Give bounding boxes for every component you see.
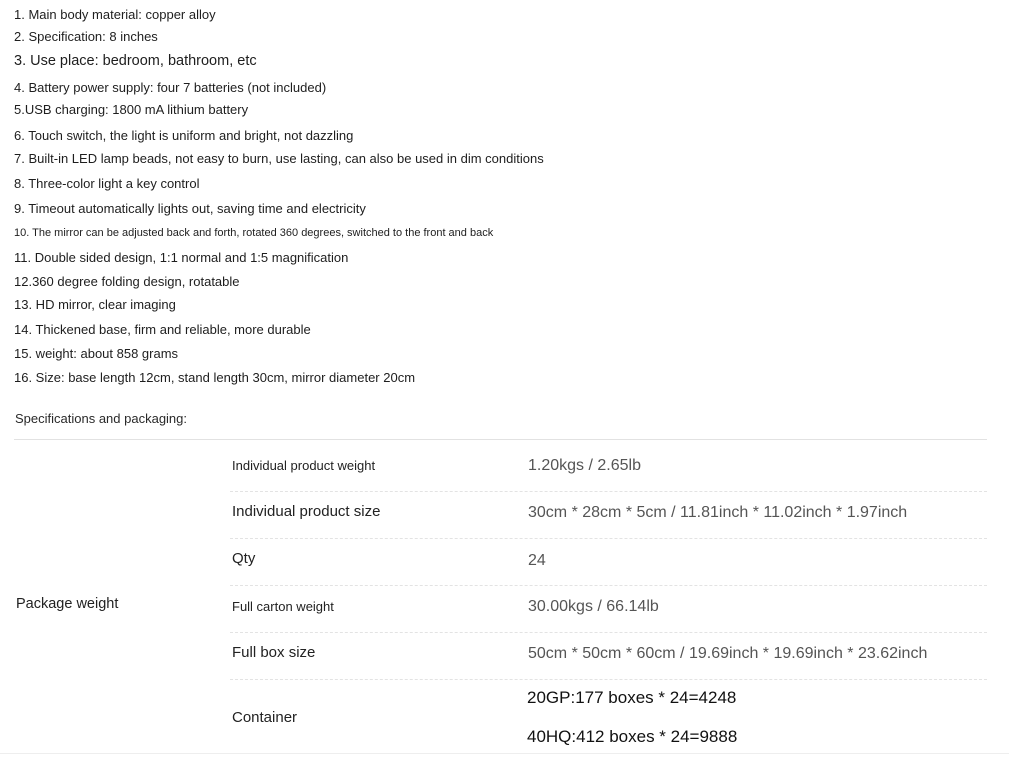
feature-item: 3. Use place: bedroom, bathroom, etc xyxy=(14,53,257,69)
section-divider xyxy=(14,439,987,440)
spec-row xyxy=(230,444,987,492)
feature-item: 13. HD mirror, clear imaging xyxy=(14,297,176,312)
feature-item: 1. Main body material: copper alloy xyxy=(14,7,216,22)
feature-item: 9. Timeout automatically lights out, saving time and electricity xyxy=(14,201,366,216)
feature-item: 16. Size: base length 12cm, stand length 30cm, mirror diameter 20cm xyxy=(14,370,416,385)
spec-row xyxy=(230,632,987,680)
feature-item: 7. Built-in LED lamp beads, not easy to burn, use lasting, can also be used in dim conditions xyxy=(14,151,544,166)
feature-item: 15. weight: about 858 grams xyxy=(14,346,179,361)
spec-key: Container xyxy=(232,709,298,726)
spec-value: 1.20kgs / 2.65lb xyxy=(528,457,641,474)
container-value: 40HQ:412 boxes * 24=9888 xyxy=(527,727,738,746)
spec-value: 50cm * 50cm * 60cm / 19.69inch * 19.69inch * 23.62inch xyxy=(528,645,928,662)
spec-row xyxy=(230,491,987,539)
spec-value: 30.00kgs / 66.14lb xyxy=(528,598,659,615)
spec-row xyxy=(230,585,987,633)
container-value: 20GP:177 boxes * 24=4248 xyxy=(527,688,737,707)
spec-key: Full carton weight xyxy=(232,599,334,614)
feature-item: 12.360 degree folding design, rotatable xyxy=(14,274,240,289)
bottom-divider xyxy=(0,753,1009,754)
spec-heading: Specifications and packaging: xyxy=(15,411,188,426)
spec-key: Qty xyxy=(232,550,256,567)
feature-item: 5.USB charging: 1800 mA lithium battery xyxy=(14,102,249,117)
feature-item: 14. Thickened base, firm and reliable, more durable xyxy=(14,322,311,337)
spec-key: Individual product weight xyxy=(232,458,376,473)
spec-key: Full box size xyxy=(232,644,316,661)
feature-item: 6. Touch switch, the light is uniform and bright, not dazzling xyxy=(14,128,354,143)
spec-value: 30cm * 28cm * 5cm / 11.81inch * 11.02inch * 1.97inch xyxy=(528,504,908,521)
feature-item: 11. Double sided design, 1:1 normal and 1:5 magnification xyxy=(14,250,349,265)
spec-row-container xyxy=(230,679,987,753)
spec-key: Individual product size xyxy=(232,503,381,520)
feature-item: 4. Battery power supply: four 7 batteries (not included) xyxy=(14,80,327,95)
feature-item: 2. Specification: 8 inches xyxy=(14,29,158,44)
feature-item: 8. Three-color light a key control xyxy=(14,176,200,191)
feature-item: 10. The mirror can be adjusted back and forth, rotated 360 degrees, switched to the front and back xyxy=(14,227,494,239)
package-weight-label: Package weight xyxy=(16,596,119,612)
spec-value: 24 xyxy=(528,552,546,569)
spec-row xyxy=(230,538,987,586)
